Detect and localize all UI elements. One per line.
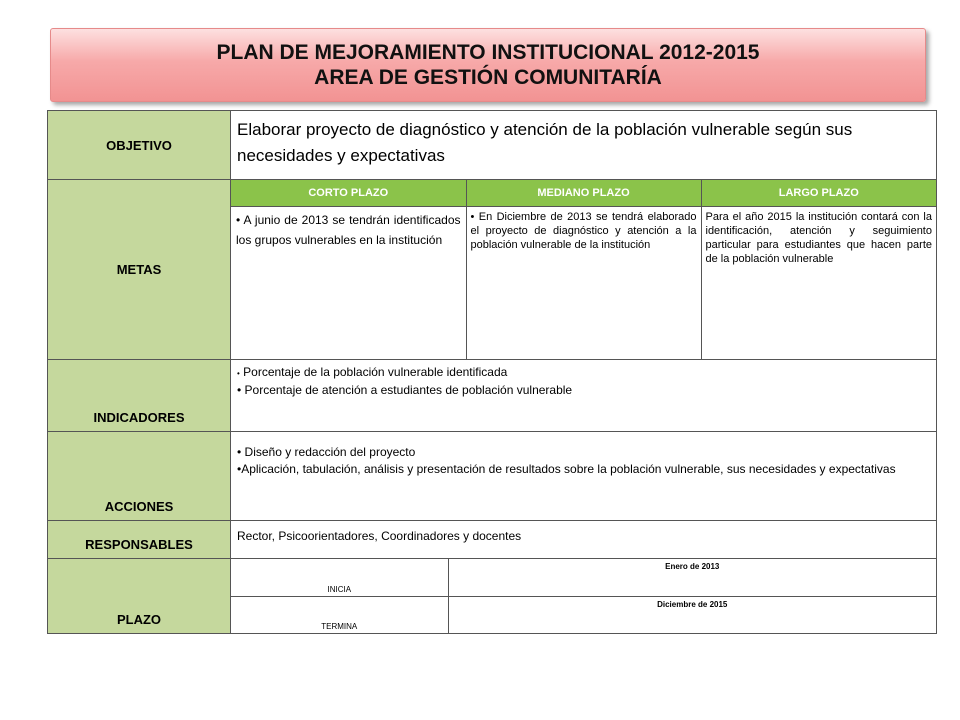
indicadores-value-cell (231, 360, 937, 432)
acciones-row (48, 432, 937, 521)
responsables-text: Rector, Psicoorientadores, Coordinadores y docentes (237, 529, 522, 543)
acciones-label-cell (48, 432, 231, 521)
title-line-2: AREA DE GESTIÓN COMUNITARÍA (314, 66, 662, 89)
meta-largo-text: Para el año 2015 la institución contará con la identificación, atención y seguimiento particular para estudiantes que hacen parte de la población vulnerable (705, 211, 932, 265)
indicadores-label-cell (48, 360, 231, 432)
plazo-label: PLAZO (116, 612, 162, 627)
metas-row (48, 180, 937, 360)
inicia-date: Enero de 2013 (665, 562, 720, 571)
metas-inner-table (231, 180, 936, 359)
plazo-inner-table (231, 559, 936, 633)
acciones-value-cell (231, 432, 937, 521)
plazo-value-cell (231, 559, 937, 634)
indicador-item-2: • Porcentaje de atención a estudiantes de población vulnerable (237, 383, 573, 397)
inicia-label: INICIA (327, 584, 352, 594)
indicadores-label: INDICADORES (93, 410, 185, 425)
plan-table (47, 110, 937, 634)
meta-corto-text: • A junio de 2013 se tendrán identificados los grupos vulnerables en la institución (236, 213, 461, 247)
accion-item-1: • Diseño y redacción del proyecto (237, 445, 416, 459)
title-line-1: PLAN DE MEJORAMIENTO INSTITUCIONAL 2012-2015 (216, 41, 760, 64)
termina-date: Diciembre de 2015 (657, 599, 728, 609)
indicador-text-1: Porcentaje de la población vulnerable identificada (239, 365, 508, 379)
objetivo-row (48, 111, 937, 180)
metas-value-cell (231, 180, 937, 360)
objetivo-label: OBJETIVO (106, 137, 172, 153)
indicadores-row (48, 360, 937, 432)
objetivo-value-cell (231, 111, 937, 180)
meta-mediano-text: • En Diciembre de 2013 se tendrá elaborado el proyecto de diagnóstico y atención a la población vulnerable de la institución (470, 211, 697, 251)
objetivo-label-cell (48, 111, 231, 180)
plazo-label-cell (48, 559, 231, 634)
indicador-item-1 (237, 364, 930, 382)
title-banner (50, 28, 926, 102)
responsables-value-cell (231, 521, 937, 559)
header-largo-plazo: LARGO PLAZO (701, 180, 936, 207)
responsables-label: RESPONSABLES (85, 537, 193, 552)
accion-item-2: •Aplicación, tabulación, análisis y presentación de resultados sobre la población vulnerable, sus necesidades y expectativas (237, 462, 896, 476)
responsables-row (48, 521, 937, 559)
metas-label: METAS (116, 262, 162, 277)
plazo-row (48, 559, 937, 634)
acciones-label: ACCIONES (104, 499, 174, 514)
metas-label-cell (48, 180, 231, 360)
responsables-label-cell (48, 521, 231, 559)
objetivo-text: Elaborar proyecto de diagnóstico y atención de la población vulnerable según sus necesidades y expectativas (237, 120, 853, 165)
header-corto-plazo: CORTO PLAZO (231, 180, 466, 207)
header-mediano-plazo: MEDIANO PLAZO (466, 180, 701, 207)
indicador-bullet: • (237, 369, 240, 378)
termina-label: TERMINA (321, 622, 358, 631)
